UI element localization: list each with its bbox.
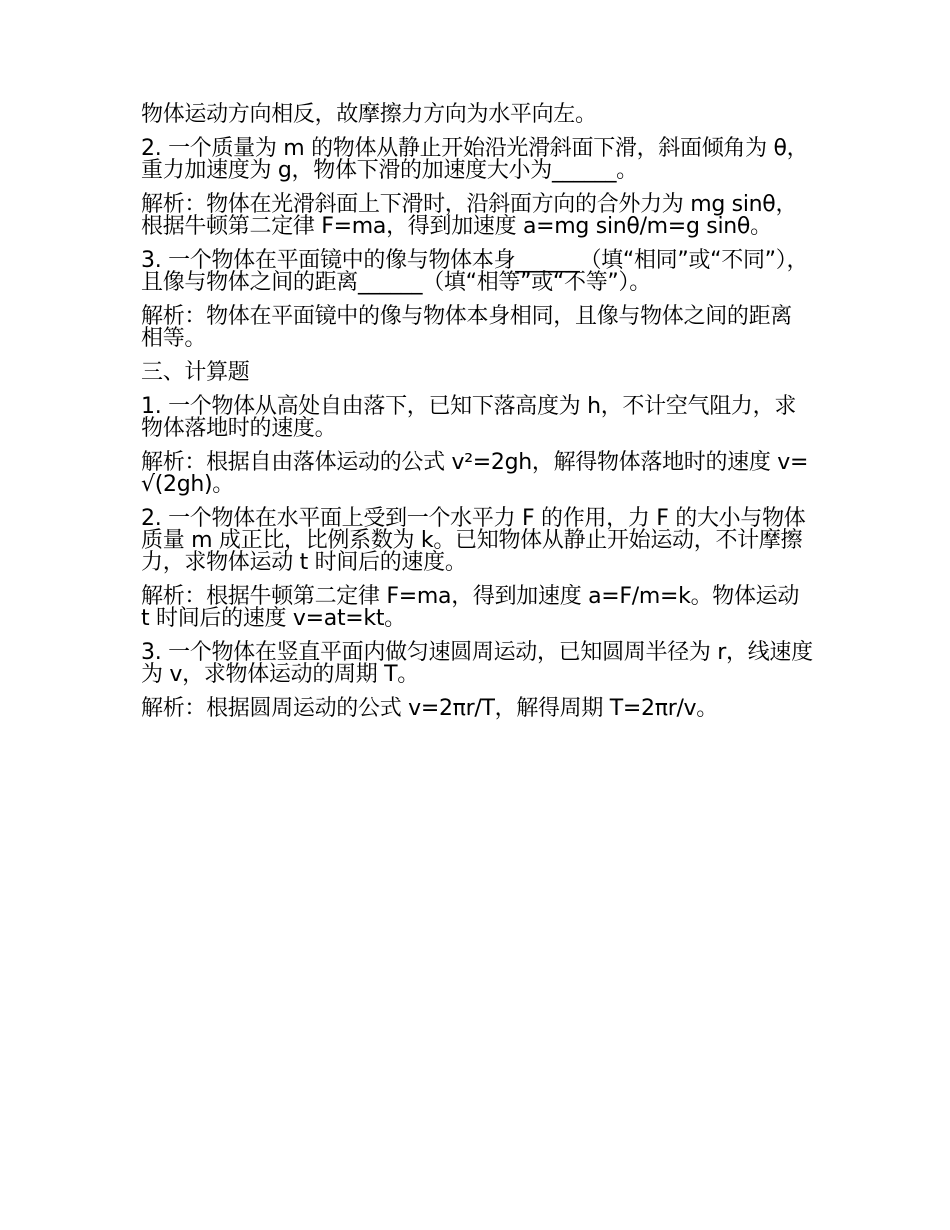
section-heading-calculation: 三、计算题	[141, 360, 250, 385]
answer-3-mirror: 解析：物体在平面镜中的像与物体本身相同，且像与物体之间的距离相等。	[141, 304, 793, 351]
calc-answer-2: 解析：根据牛顿第二定律 F=ma，得到加速度 a=F/m=k。物体运动 t 时间后的速度 v=at=kt。	[141, 584, 806, 631]
calc-question-2: 2. 一个物体在水平面上受到一个水平力 F 的作用，力 F 的大小与物体质量 m 成正比，比例系数为 k。已知物体从静止开始运动，不计摩擦力，求物体运动 t 时间后的速度。	[141, 506, 806, 575]
calc-question-1: 1. 一个物体从高处自由落下，已知下落高度为 h，不计空气阻力，求物体落地时的速度。	[141, 394, 797, 441]
answer-continuation: 物体运动方向相反，故摩擦力方向为水平向左。	[141, 102, 597, 127]
calc-answer-3: 解析：根据圆周运动的公式 v=2πr/T，解得周期 T=2πr/v。	[141, 696, 718, 721]
question-3-mirror: 3. 一个物体在平面镜中的像与物体本身______（填“相同”或“不同”），且像与物体之间的距离______（填“相等”或“不等”）。	[141, 248, 809, 295]
calc-question-3: 3. 一个物体在竖直平面内做匀速圆周运动，已知圆周半径为 r，线速度为 v，求物体运动的周期 T。	[141, 640, 813, 687]
calc-answer-1: 解析：根据自由落体运动的公式 v²=2gh，解得物体落地时的速度 v=√(2gh)。	[141, 450, 809, 497]
document-body	[141, 104, 813, 732]
question-2-incline: 2. 一个质量为 m 的物体从静止开始沿光滑斜面下滑，斜面倾角为 θ，重力加速度为 g，物体下滑的加速度大小为______。	[141, 136, 809, 183]
answer-2-incline: 解析：物体在光滑斜面上下滑时，沿斜面方向的合外力为 mg sinθ，根据牛顿第二定律 F=ma，得到加速度 a=mg sinθ/m=g sinθ。	[141, 192, 798, 239]
